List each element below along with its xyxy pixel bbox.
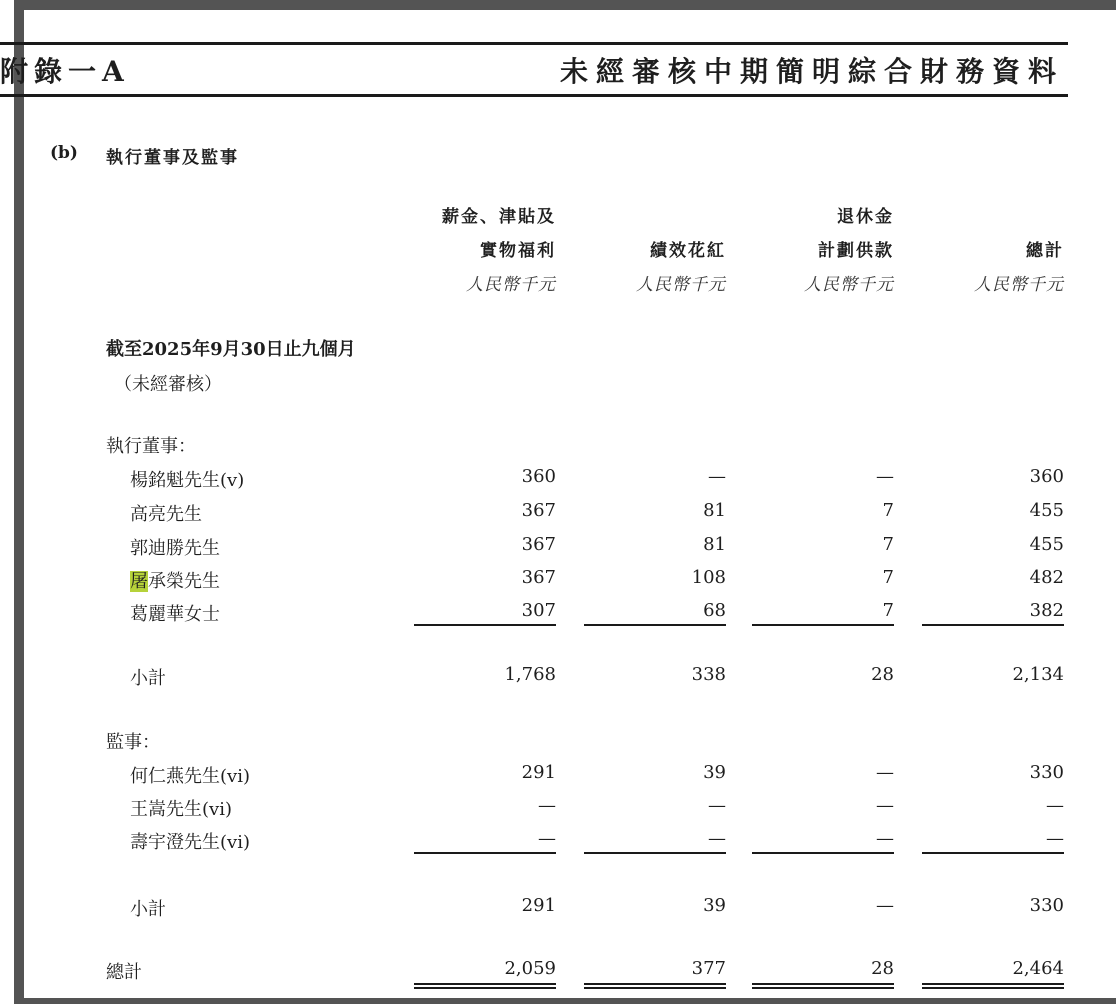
row-name: 郭迪勝先生 bbox=[130, 538, 220, 559]
executive-heading: 執行董事： bbox=[106, 436, 196, 457]
cell-salary: 367 bbox=[521, 500, 556, 521]
col-header-pension-line1: 退休金 bbox=[837, 207, 894, 227]
total-bonus: 377 bbox=[691, 958, 726, 979]
supervisors-heading: 監事： bbox=[106, 732, 160, 753]
subtotal-bonus: 338 bbox=[691, 664, 726, 685]
underline bbox=[584, 624, 726, 626]
cell-bonus: 108 bbox=[691, 567, 726, 588]
row-name-rest: 承榮先生 bbox=[148, 571, 220, 592]
cell-pension: — bbox=[876, 762, 894, 783]
underline bbox=[922, 624, 1064, 626]
col-unit-pension: 人民幣千元 bbox=[804, 275, 894, 295]
subtotal-salary: 1,768 bbox=[504, 664, 556, 685]
section-title: 執行董事及監事 bbox=[106, 148, 239, 168]
subtotal-salary: 291 bbox=[521, 895, 556, 916]
cell-salary: 360 bbox=[521, 466, 556, 487]
cell-total: 482 bbox=[1029, 567, 1064, 588]
cell-pension: 7 bbox=[882, 600, 894, 621]
cell-salary: 291 bbox=[521, 762, 556, 783]
underline bbox=[752, 624, 894, 626]
row-name: 高亮先生 bbox=[130, 504, 202, 525]
col-header-total: 總計 bbox=[1026, 241, 1064, 261]
cell-bonus: 39 bbox=[703, 762, 726, 783]
highlighted-character: 屠 bbox=[130, 571, 148, 592]
double-underline bbox=[752, 983, 894, 989]
col-header-salary-line1: 薪金、津貼及 bbox=[442, 207, 556, 227]
document-title: 未經審核中期簡明綜合財務資料 bbox=[559, 55, 1064, 88]
cell-total: 455 bbox=[1029, 500, 1064, 521]
cell-pension: — bbox=[876, 795, 894, 816]
col-unit-bonus: 人民幣千元 bbox=[636, 275, 726, 295]
cell-pension: — bbox=[876, 466, 894, 487]
cell-bonus: 81 bbox=[703, 534, 726, 555]
subtotal-label: 小計 bbox=[130, 899, 166, 920]
cell-total: — bbox=[1046, 828, 1064, 849]
col-unit-total: 人民幣千元 bbox=[974, 275, 1064, 295]
period-title: 截至2025年9月30日止九個月 bbox=[106, 339, 356, 360]
subtotal-pension: — bbox=[876, 895, 894, 916]
cell-total: 330 bbox=[1029, 762, 1064, 783]
header-rule-top bbox=[0, 42, 1068, 45]
row-name bbox=[130, 567, 220, 593]
subtotal-label: 小計 bbox=[130, 668, 166, 689]
cell-salary: 367 bbox=[521, 567, 556, 588]
double-underline bbox=[414, 983, 556, 989]
cell-pension: 7 bbox=[882, 534, 894, 555]
underline bbox=[414, 624, 556, 626]
cell-salary: — bbox=[538, 795, 556, 816]
underline bbox=[752, 852, 894, 854]
cell-salary: 367 bbox=[521, 534, 556, 555]
col-unit-salary: 人民幣千元 bbox=[466, 275, 556, 295]
row-name: 王嵩先生(vi) bbox=[130, 799, 232, 820]
col-header-pension-line2: 計劃供款 bbox=[818, 241, 894, 261]
cell-bonus: — bbox=[708, 466, 726, 487]
section-label: (b) bbox=[50, 143, 78, 163]
cell-bonus: — bbox=[708, 828, 726, 849]
subtotal-pension: 28 bbox=[871, 664, 894, 685]
cell-salary: 307 bbox=[521, 600, 556, 621]
cell-total: 382 bbox=[1029, 600, 1064, 621]
total-salary: 2,059 bbox=[504, 958, 556, 979]
period-note: （未經審核） bbox=[114, 374, 222, 395]
total-pension: 28 bbox=[871, 958, 894, 979]
cell-bonus: 81 bbox=[703, 500, 726, 521]
cell-pension: 7 bbox=[882, 500, 894, 521]
scan-frame-left bbox=[14, 0, 24, 1004]
appendix-title: 附錄一A bbox=[0, 55, 130, 88]
cell-bonus: 68 bbox=[703, 600, 726, 621]
total-label: 總計 bbox=[106, 962, 142, 983]
underline bbox=[584, 852, 726, 854]
cell-bonus: — bbox=[708, 795, 726, 816]
row-name: 壽宇澄先生(vi) bbox=[130, 832, 250, 853]
row-name: 何仁燕先生(vi) bbox=[130, 766, 250, 787]
double-underline bbox=[584, 983, 726, 989]
subtotal-total: 2,134 bbox=[1012, 664, 1064, 685]
cell-total: 455 bbox=[1029, 534, 1064, 555]
total-total: 2,464 bbox=[1012, 958, 1064, 979]
cell-salary: — bbox=[538, 828, 556, 849]
scan-frame-bottom bbox=[14, 998, 1116, 1004]
col-header-bonus: 績效花紅 bbox=[650, 241, 726, 261]
underline bbox=[414, 852, 556, 854]
subtotal-total: 330 bbox=[1029, 895, 1064, 916]
row-name: 葛麗華女士 bbox=[130, 604, 220, 625]
cell-pension: 7 bbox=[882, 567, 894, 588]
underline bbox=[922, 852, 1064, 854]
cell-pension: — bbox=[876, 828, 894, 849]
col-header-salary-line2: 實物福利 bbox=[480, 241, 556, 261]
scan-frame-top bbox=[14, 0, 1116, 10]
row-name: 楊銘魁先生(v) bbox=[130, 470, 245, 491]
header-rule-bottom bbox=[0, 94, 1068, 97]
double-underline bbox=[922, 983, 1064, 989]
cell-total: — bbox=[1046, 795, 1064, 816]
subtotal-bonus: 39 bbox=[703, 895, 726, 916]
cell-total: 360 bbox=[1029, 466, 1064, 487]
